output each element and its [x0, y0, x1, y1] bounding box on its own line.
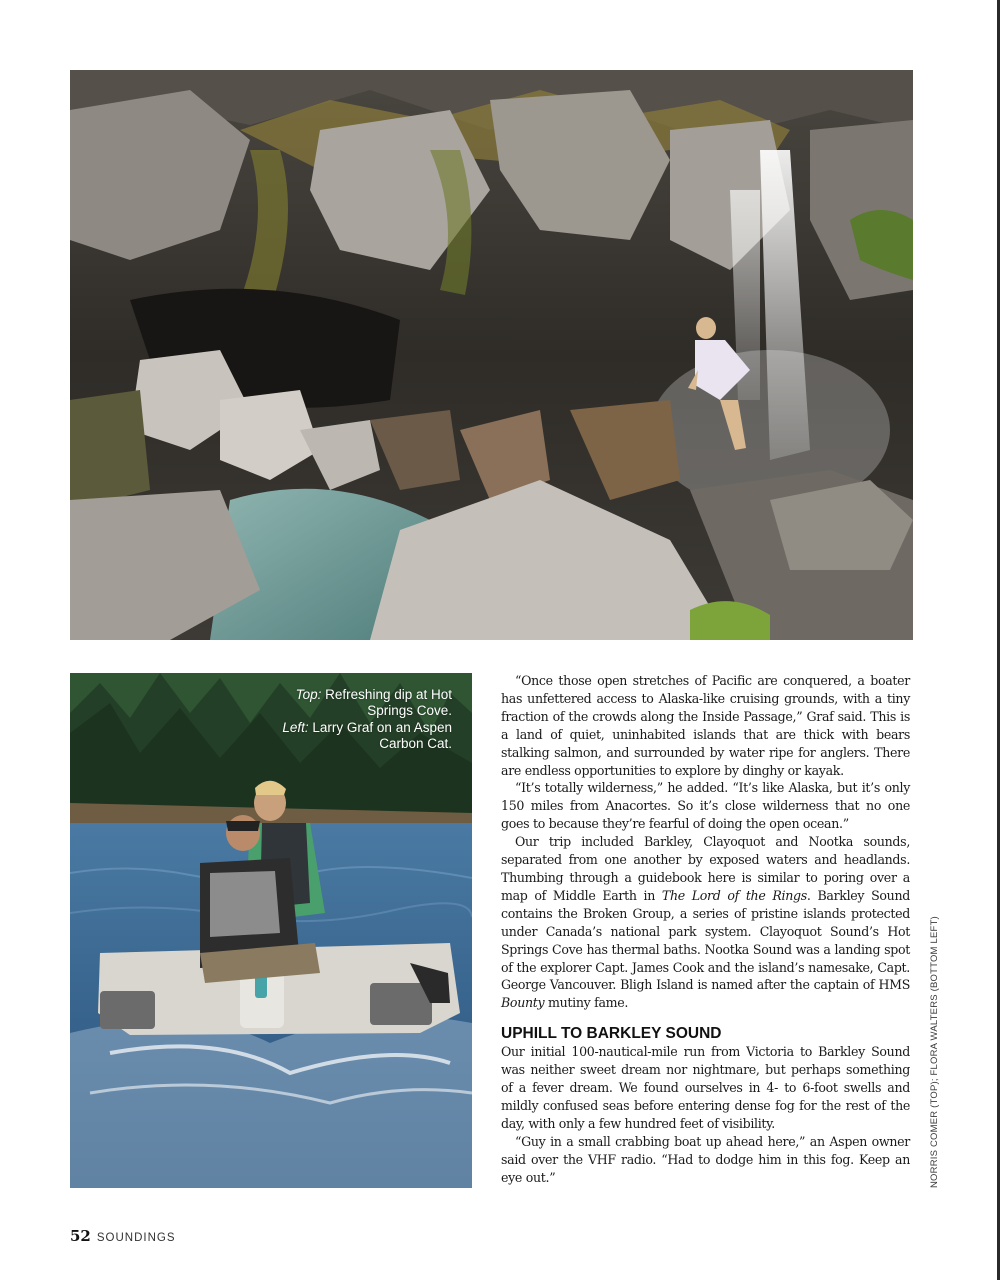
- ship-name: Bounty: [501, 995, 545, 1011]
- paragraph-2: “It’s totally wilderness,” he added. “It’s like Alaska, but it’s only 150 miles from Anacortes. So it’s close wilderness that no one goes to because they’re fearful of doing the open ocean.”: [501, 780, 910, 832]
- waterfall-image: [70, 70, 913, 640]
- paragraph-3: [501, 833, 910, 1012]
- paragraph-4: Our initial 100-nautical-mile run from Victoria to Barkley Sound was neither sweet dream nor nightmare, but perhaps something of a fever dream. We found ourselves in 4- to 6-foot swells and mildly confused seas before entering dense fog for the rest of the day, with only a few hundred feet of visibility.: [501, 1044, 910, 1131]
- page-number: 52: [70, 1227, 91, 1245]
- article-body: [501, 672, 910, 1186]
- section-subhead: UPHILL TO BARKLEY SOUND: [501, 1025, 722, 1043]
- caption-top-text: Refreshing dip at Hot Springs Cove.: [321, 687, 452, 719]
- paragraph-5: “Guy in a small crabbing boat up ahead here,” an Aspen owner said over the VHF radio. “Had to dodge him in this fog. Keep an eye out.”: [501, 1133, 910, 1185]
- page-edge-rule: [997, 0, 1000, 1280]
- caption-left-label: Left:: [282, 719, 309, 735]
- boat-photo: [70, 673, 472, 1188]
- paragraph-3-part-a: Our trip included Barkley, Clayoquot and Nootka sounds, separated from one another by exposed waters and headlands. Thumbing through a guidebook here is similar to poring over a map of Middle Earth in: [501, 834, 910, 903]
- folio: [70, 1226, 176, 1245]
- publication-name: SOUNDINGS: [96, 1232, 176, 1244]
- paragraph-3-part-c: mutiny fame.: [544, 995, 629, 1011]
- caption-top-label: Top:: [295, 687, 322, 702]
- caption-left-text: Larry Graf on an Aspen Carbon Cat.: [308, 719, 452, 751]
- paragraph-3-part-b: . Barkley Sound contains the Broken Group, a series of pristine islands protected under Canada’s national park system. Clayoquot Sound’s Hot Springs Cove has thermal baths. Nootka Sound was a landing spot of the explorer Capt. James Cook and the island’s namesake, Capt. George Vancouver. Bligh Island is named after the captain of HMS: [501, 887, 910, 993]
- book-title: The Lord of the Rings: [661, 887, 807, 903]
- photo-credit: NORRIS COMER (TOP); FLORA WALTERS (BOTTOM LEFT): [929, 916, 940, 1188]
- paragraph-1: “Once those open stretches of Pacific are conquered, a boater has unfettered access to Alaska-like cruising grounds, with a tiny fraction of the crowds along the Inside Passage,” Graf said. This is a land of quiet, uninhabited islands that are thick with bears stalking salmon, and surrounded by water ripe for anglers. There are endless opportunities to explore by dinghy or kayak.: [501, 673, 910, 778]
- photo-caption: [252, 687, 452, 752]
- hot-springs-photo: [70, 70, 913, 640]
